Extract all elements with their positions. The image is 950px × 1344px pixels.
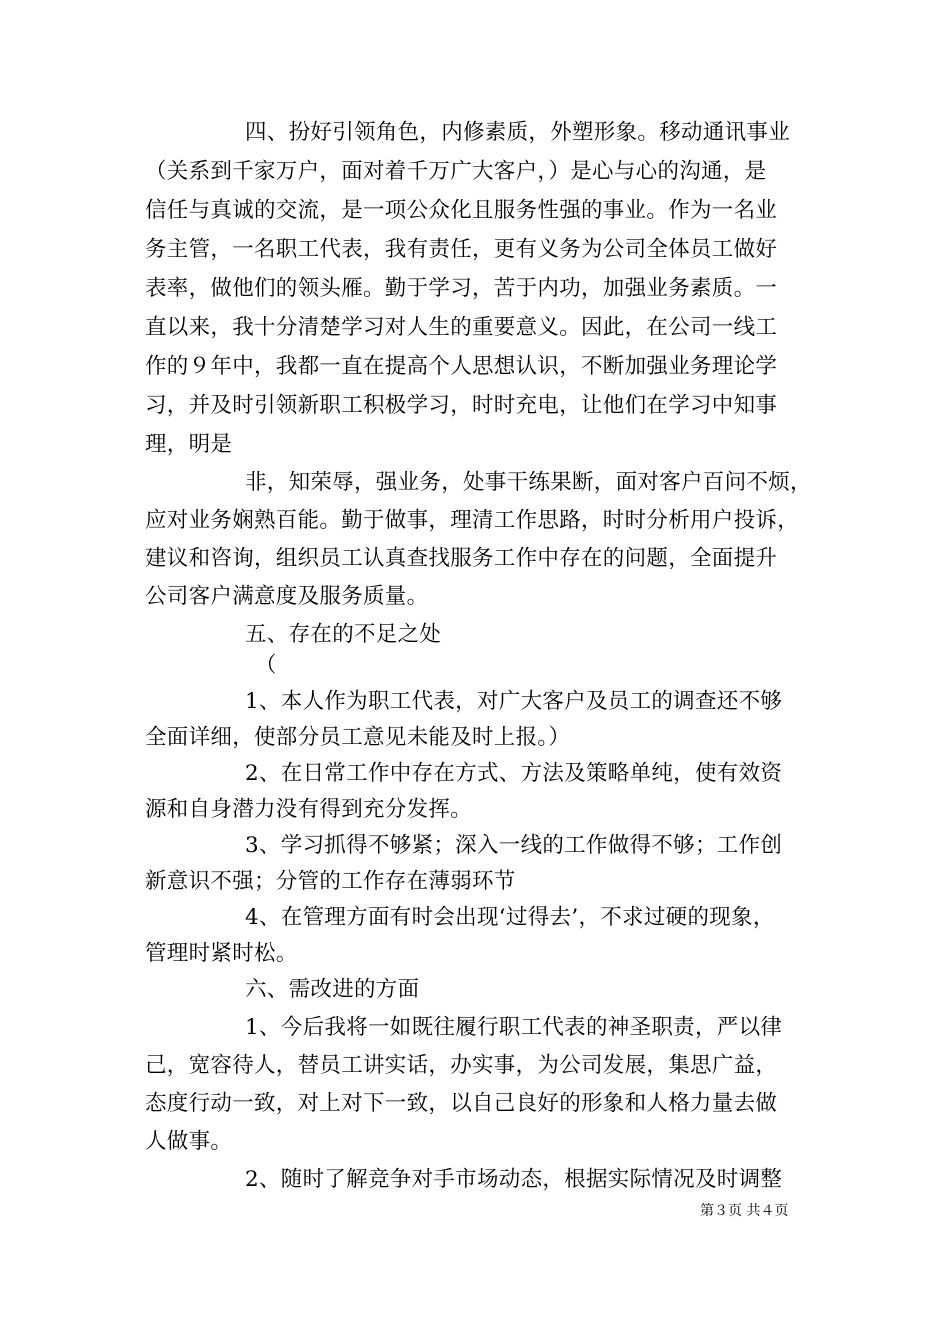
list-item-line: 2、在日常工作中存在方式、方法及策略单纯，使有效资 <box>245 761 783 786</box>
list-item-line: 管理时紧时松。 <box>145 941 298 966</box>
list-item-line: 态度行动一致，对上对下一致，以自己良好的形象和人格力量去做 <box>145 1091 778 1116</box>
paragraph-line: 直以来，我十分清楚学习对人生的重要意义。因此，在公司一线工 <box>145 315 778 340</box>
page-number: 第３页 共４页 <box>700 1203 789 1219</box>
paragraph-line: 习，并及时引领新职工积极学习，时时充电，让他们在学习中知事 <box>145 393 778 418</box>
paragraph-line: 表率，做他们的领头雁。勤于学习，苦于内功，加强业务素质。一 <box>145 276 778 301</box>
paragraph-line: 应对业务娴熟百能。勤于做事，理清工作思路，时时分析用户投诉， <box>145 508 800 533</box>
section-heading: 六、需改进的方面 <box>245 977 420 1002</box>
paragraph-line: 四、扮好引领角色，内修素质，外塑形象。移动通讯事业 <box>245 120 791 145</box>
list-item-line: 4、在管理方面有时会出现‘过得去’，不求过硬的现象， <box>245 905 775 930</box>
paragraph-line: 理，明是 <box>145 432 233 457</box>
list-item-line: 人做事。 <box>145 1129 233 1154</box>
list-item-line: 3、学习抓得不够紧；深入一线的工作做得不够；工作创 <box>245 833 783 858</box>
list-item-line: 己，宽容待人，替员工讲实话，办实事，为公司发展，集思广益， <box>145 1053 778 1078</box>
list-item-line: 源和自身潜力没有得到充分发挥。 <box>145 797 473 822</box>
paragraph-line: （关系到千家万户，面对着千万广大客户，）是心与心的沟通，是 <box>145 159 767 184</box>
paragraph-line: 务主管，一名职工代表，我有责任，更有义务为公司全体员工做好 <box>145 237 778 262</box>
list-item-line: 1、今后我将一如既往履行职工代表的神圣职责，严以律 <box>245 1015 783 1040</box>
paragraph-line: （ <box>255 653 277 678</box>
list-item-line: 新意识不强；分管的工作存在薄弱环节 <box>145 869 516 894</box>
paragraph-line: 建议和咨询，组织员工认真查找服务工作中存在的问题，全面提升 <box>145 546 778 571</box>
section-heading: 五、存在的不足之处 <box>245 622 442 647</box>
paragraph-line: 非，知荣辱，强业务，处事干练果断，面对客户百问不烦， <box>245 470 812 495</box>
list-item-line: 全面详细，使部分员工意见未能及时上报。） <box>145 725 571 750</box>
list-item-line: 2、随时了解竞争对手市场动态，根据实际情况及时调整 <box>245 1167 783 1192</box>
paragraph-line: 作的９年中，我都一直在提高个人思想认识，不断加强业务理论学 <box>145 354 778 379</box>
list-item-line: 1、本人作为职工代表，对广大客户及员工的调查还不够 <box>245 689 783 714</box>
paragraph-line: 信任与真诚的交流，是一项公众化且服务性强的事业。作为一名业 <box>145 198 778 223</box>
paragraph-line: 公司客户满意度及服务质量。 <box>145 584 429 609</box>
